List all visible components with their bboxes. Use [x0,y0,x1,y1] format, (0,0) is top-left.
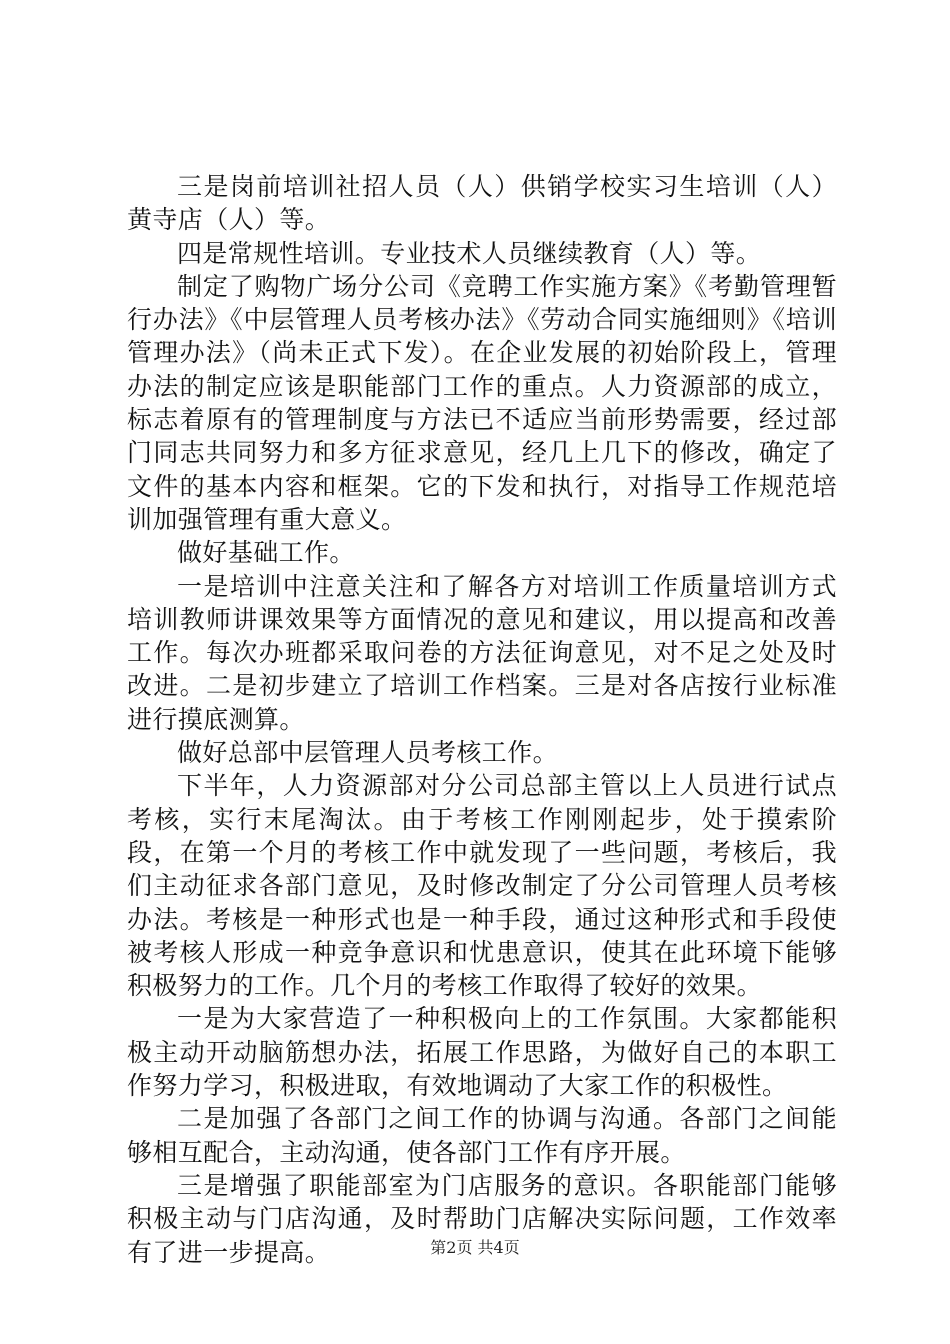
paragraph-4: 做好基础工作。 [177,538,355,568]
page-number-footer: 第2页 共4页 [430,1238,520,1257]
paragraph-10: 三是增强了职能部室为门店服务的意识。各职能部门能够积极主动与门店沟通，及时帮助门店解决实际问题，工作效率有了进一步提高。 [127,1170,837,1267]
paragraph-8: 一是为大家营造了一种积极向上的工作氛围。大家都能积极主动开动脑筋想办法，拓展工作思路，为做好自己的本职工作努力学习，积极进取，有效地调动了大家工作的积极性。 [127,1004,837,1101]
document-body [127,170,837,1269]
paragraph-7: 下半年，人力资源部对分公司总部主管以上人员进行试点考核，实行末尾淘汰。由于考核工作刚刚起步，处于摸索阶段，在第一个月的考核工作中就发现了一些问题，考核后，我们主动征求各部门意见，及时修改制定了分公司管理人员考核办法。考核是一种形式也是一种手段，通过这种形式和手段使被考核人形成一种竞争意识和忧患意识，使其在此环境下能够积极努力的工作。几个月的考核工作取得了较好的效果。 [127,771,837,1001]
paragraph-1: 三是岗前培训社招人员（人）供销学校实习生培训（人）黄寺店（人）等。 [127,172,837,235]
paragraph-9: 二是加强了各部门之间工作的协调与沟通。各部门之间能够相互配合，主动沟通，使各部门工作有序开展。 [127,1104,837,1167]
paragraph-2: 四是常规性培训。专业技术人员继续教育（人）等。 [177,238,762,268]
paragraph-6: 做好总部中层管理人员考核工作。 [177,738,559,768]
paragraph-3: 制定了购物广场分公司《竞聘工作实施方案》《考勤管理暂行办法》《中层管理人员考核办法》《劳动合同实施细则》《培训管理办法》（尚未正式下发）。在企业发展的初始阶段上，管理办法的制定应该是职能部门工作的重点。人力资源部的成立，标志着原有的管理制度与方法已不适应当前形势需要，经过部门同志共同努力和多方征求意见，经几上几下的修改，确定了文件的基本内容和框架。它的下发和执行，对指导工作规范培训加强管理有重大意义。 [127,271,837,534]
paragraph-5: 一是培训中注意关注和了解各方对培训工作质量培训方式培训教师讲课效果等方面情况的意见和建议，用以提高和改善工作。每次办班都采取问卷的方法征询意见，对不足之处及时改进。二是初步建立了培训工作档案。三是对各店按行业标准进行摸底测算。 [127,571,837,734]
